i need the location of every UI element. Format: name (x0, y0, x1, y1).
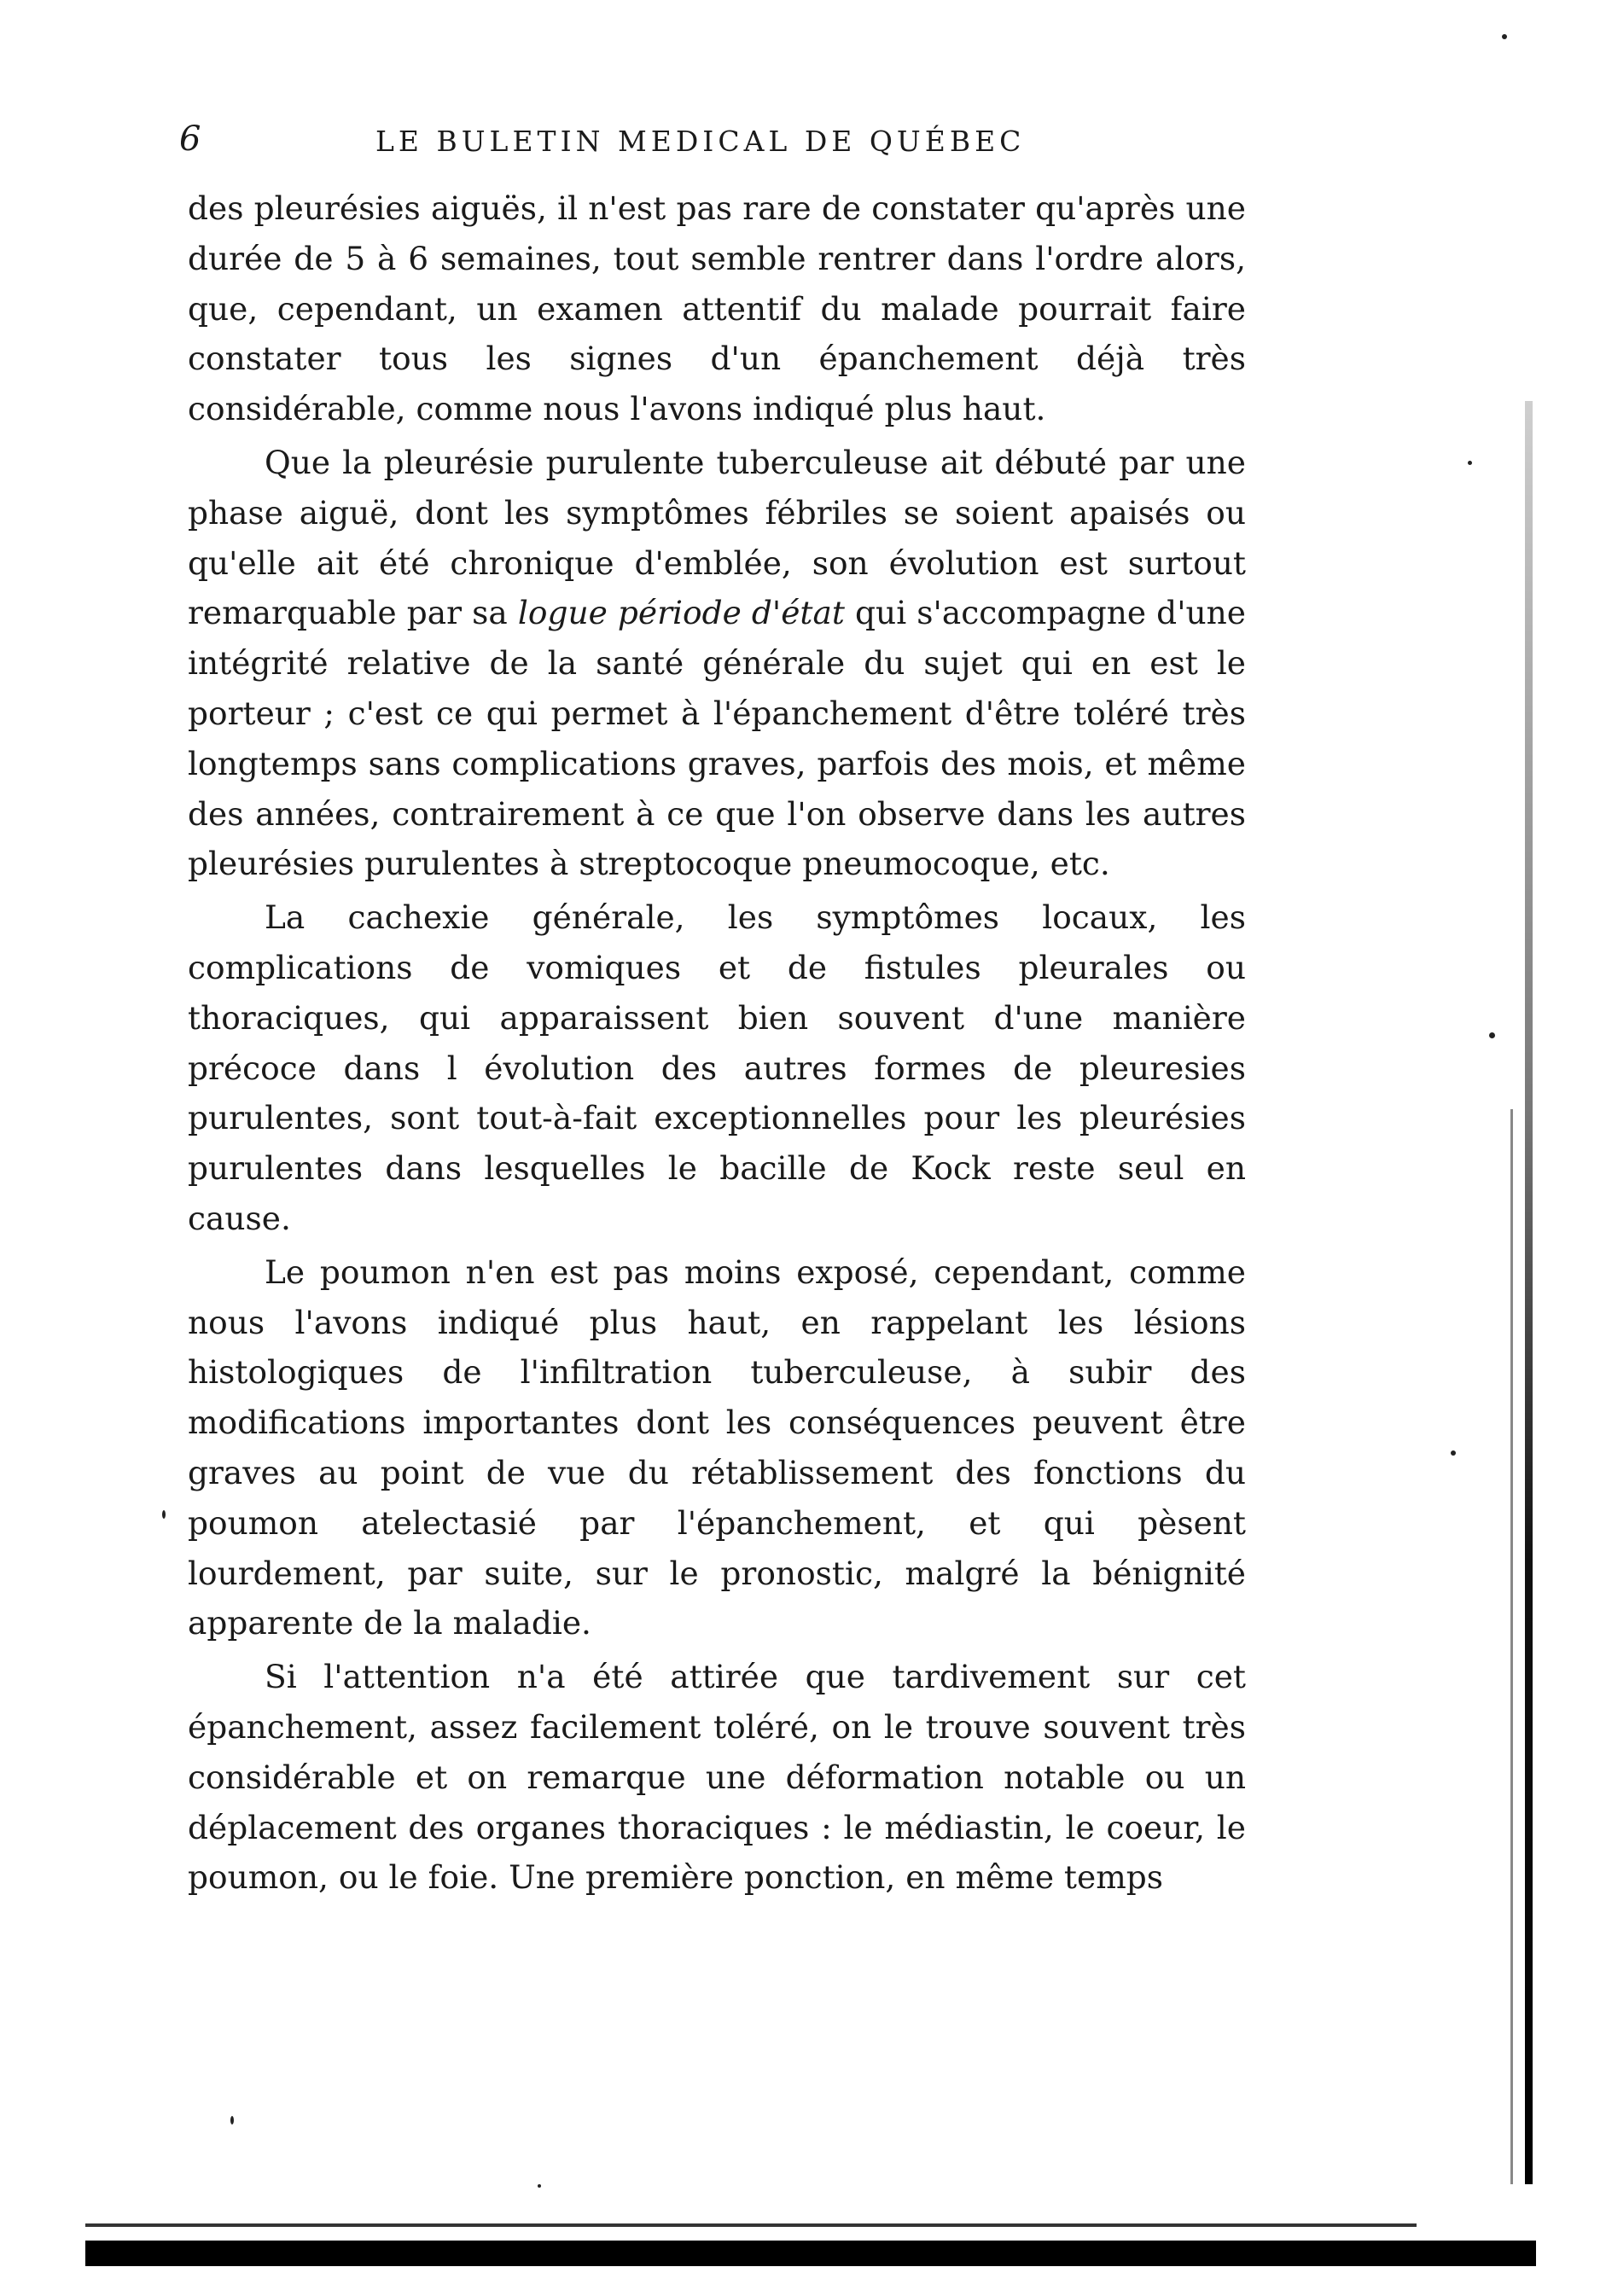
paragraph-2-italic: logue période d'état (517, 594, 845, 632)
paragraph-1 (188, 183, 1246, 434)
scan-speck (1489, 1032, 1495, 1038)
paragraph-3 (188, 892, 1246, 1244)
body-text (188, 183, 1246, 1903)
scan-speck (162, 1510, 166, 1519)
page-number: 6 (179, 119, 201, 159)
paragraph-4 (188, 1247, 1246, 1648)
paragraph-4-text: Le poumon n'en est pas moins exposé, cependant, comme nous l'avons indiqué plus haut, en rappelant les lésions histologiques de l'infiltration tuberculeuse, à subir des modifications importantes dont les conséquences peuvent être graves au point de vue du rétablissement des fonctions du poumon atelectasié par l'épanchement, et qui pèsent lourdement, par suite, sur le pronostic, malgré la bénignité apparente de la maladie. (188, 1253, 1246, 1642)
paragraph-1-text: des pleurésies aiguës, il n'est pas rare de constater qu'après une durée de 5 à 6 semaines, tout semble rentrer dans l'ordre alors, que, cependant, un examen attentif du malade pourrait faire constater tous les signes d'un épanchement déjà très considérable, comme nous l'avons indiqué plus haut. (188, 189, 1246, 428)
scan-edge-line (1510, 1109, 1513, 2184)
paragraph-2-text-a: Que la pleurésie purulente tuberculeuse ait débuté par une phase aiguë, dont les symptômes fébriles se soient apaisés ou qu'elle ait été chronique d'emblée, son évolution est surtout remarquable par sa (188, 443, 1246, 632)
paragraph-3-text: La cachexie générale, les symptômes locaux, les complications de vomiques et de fistules pleurales ou thoraciques, qui apparaissent bien souvent d'une manière précoce dans l évolution des autres formes de pleuresies purulentes, sont tout-à-fait exceptionnelles pour les pleurésies purulentes dans lesquelles le bacille de Kock reste seul en cause. (188, 898, 1246, 1237)
paragraph-2 (188, 438, 1246, 889)
scan-edge-shadow (1525, 401, 1533, 2184)
scan-speck (1468, 461, 1472, 465)
scan-speck (538, 2184, 541, 2188)
scan-bottom-shadow (85, 2241, 1536, 2266)
page-header (179, 119, 1263, 171)
scan-speck (1451, 1450, 1456, 1456)
running-title: LE BULETIN MEDICAL DE QUÉBEC (375, 125, 1026, 158)
paragraph-2-text-b: qui s'accompagne d'une intégrité relative de la santé générale du sujet qui en est le porteur ; c'est ce qui permet à l'épanchement d'être toléré très longtemps sans complications graves, parfois des mois, et même des années, contrairement à ce que l'on observe dans les autres pleurésies purulentes à streptocoque pneumocoque, etc. (188, 594, 1246, 883)
paragraph-5-text: Si l'attention n'a été attirée que tardivement sur cet épanchement, assez facilement toléré, on le trouve souvent très considérable et on remarque une déformation notable ou un déplacement des organes thoraciques : le médiastin, le coeur, le poumon, ou le foie. Une première ponction, en même temps (188, 1658, 1246, 1897)
paragraph-5 (188, 1652, 1246, 1903)
scan-speck (1502, 34, 1507, 39)
scan-speck (230, 2116, 234, 2125)
scan-bottom-line (85, 2223, 1417, 2227)
